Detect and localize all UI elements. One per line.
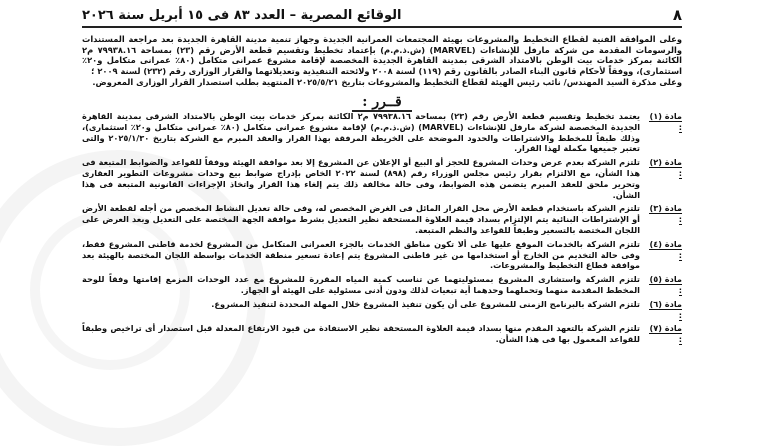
article-label: مادة (٢) : [649,157,682,178]
preamble-paragraph-1: وعلى الموافقة الفنية لقطاع التخطيط والمشروعات بهيئة المجتمعات العمرانية الجديدة وجهاز تنمية مدينة القاهرة الجديدة بعد مراجعة المستندات والرسومات المقدمة من شركة مارفل للإنشاءات (MARVEL) (ش.ذ.م.م) بإعتماد تخطيط وتقسيم قطعة الأرض رقم (٢٣) بمساحة ٧٩٩٣٨.١٦ م٢ الكائنة بمركز خدمات بيت الوطن بالامتداد الشرقى بمدينة القاهرة الجديدة المخصصة لإقامة مشروع عمرانى متكامل (٨٠٪ عمرانى متكامل و٢٠٪ استثمارى)، ووفقاً لأحكام قانون البناء الصادر بالقانون رقم (١١٩) لسنة ٢٠٠٨ ولائحته التنفيذية وتعديلاتهما والقرار الوزارى رقم (٢٣٢) لسنة ٢٠٠٩ ؛ [82,34,683,76]
gazette-title: الوقائع المصرية – العدد ٨٣ فى ١٥ أبريل سنة ٢٠٢٦ [82,7,402,23]
article-6 [82,299,682,321]
article-text: تلتزم الشركة بعدم عرض وحدات المشروع للحجز أو البيع أو الإعلان عن المشروع إلا بعد موافقة الهيئة ووفقاً للقواعد والضوابط المتبعة فى هذا الشأن، مع الالتزام بقرار رئيس مجلس الوزراء رقم (٨٩٨) لسنة ٢٠٢٢ الخاص بإدراج ضوابط بيع وحدات مشروعات التطوير العقارى وتحرير ملحق للعقد المبرم يتضمن هذه الضوابط، وفى حالة مخالفة ذلك يتم إلغاء هذا القرار واتخاذ الإجراءات القانونية المتبعة فى هذا الشأن. [82,157,640,200]
article-text: تلتزم الشركة واستشارى المشروع بمسئوليتهما عن تناسب كمية المياه المقررة للمشروع مع عدد الوحدات المزمع إقامتها وفقاً للوحة المخطط المقدمة منهما وتحملهما وحدهما أية تبعيات لذلك ودون أدنى مسئولية على الهيئة أو الجهاز. [82,274,640,295]
page-number: ٨ [672,6,682,24]
article-text: تلتزم الشركة بالخدمات الموقع عليها على ألا تكون مناطق الخدمات بالجزء العمرانى المتكامل من المشروع لخدمة قاطنى المشروع فقط، وفى حالة التخديم من الخارج أو استخدامها من غير قاطنى المشروع يتم إعادة تسعير منطقة الخدمات بواسطة اللجان المختصة بالهيئة بعد موافقة قطاع التخطيط والمشروعات. [82,238,640,271]
article-label: مادة (٥) : [649,274,682,295]
article-label: مادة (٤) : [649,238,682,260]
article-3 [82,203,682,235]
article-4 [82,239,682,271]
article-label: مادة (٣) : [649,203,682,225]
article-text: تلتزم الشركة بالتعهد المقدم منها بسداد قيمة العلاوة المستحقة نظير الاستفادة من قيود الارتفاع المعدلة قبل استصدار أى تراخيص وطبقاً للقواعد المعمول بها فى هذا الشأن. [82,323,640,345]
article-label: مادة (١) : [649,110,682,132]
page-header [82,4,682,28]
article-2 [82,157,682,200]
article-label: مادة (٧) : [649,323,682,345]
preamble [82,34,682,88]
decree-heading [82,91,682,110]
article-text: تلتزم الشركة باستخدام قطعة الأرض محل القرار المائل فى الغرض المخصص له، وفى حالة تعديل النشاط المخصص من أجله لقطعة الأرض أو الإشتراطات البنائية يتم الإلتزام بسداد قيمة العلاوة المستحقة نظير التعديل بشرط موافقة الجهة المختصة على التعديل وبعد العرض على اللجان المختصة بالتسعير وطبقاً للقواعد والنظم المتبعة. [82,203,640,235]
preamble-paragraph-2: وعلى مذكرة السيد المهندس/ نائب رئيس الهيئة لقطاع التخطيط والمشروعات بتاريخ ٢٠٢٥/٥/٢١ المنتهية بطلب استصدار القرار الوزارى المعروض. [92,77,682,88]
article-text: تلتزم الشركة بالبرنامج الزمنى للمشروع على أن يكون تنفيذ المشروع خلال المهلة المحددة لتنفيذ المشروع. [211,298,640,309]
article-label: مادة (٦) : [649,298,682,320]
article-5 [82,274,682,296]
gazette-page [82,4,682,436]
decree-title: قــرر : [352,94,411,112]
article-7 [82,323,682,345]
article-1 [82,111,682,154]
article-text: يعتمد تخطيط وتقسيم قطعة الأرض رقم (٢٣) بمساحة ٧٩٩٣٨.١٦ م٢ الكائنة بمركز خدمات بيت الوطن بالامتداد الشرقى بمدينة القاهرة الجديدة المخصصة لشركة مارفل للإنشاءات (MARVEL) (ش.ذ.م.م) لإقامة مشروع عمرانى متكامل (٨٠٪ عمرانى متكامل و٢٠٪ استثمارى)، وذلك طبقاً للمخطط والاشتراطات والحدود الموضحة على الخريطة المرفقة بهذا القرار والعقد المبرم مع الشركة بتاريخ ٢٠٢٥/١/٣٠ والتى تعتبر جميعها مكملة لهذا القرار. [82,110,640,154]
